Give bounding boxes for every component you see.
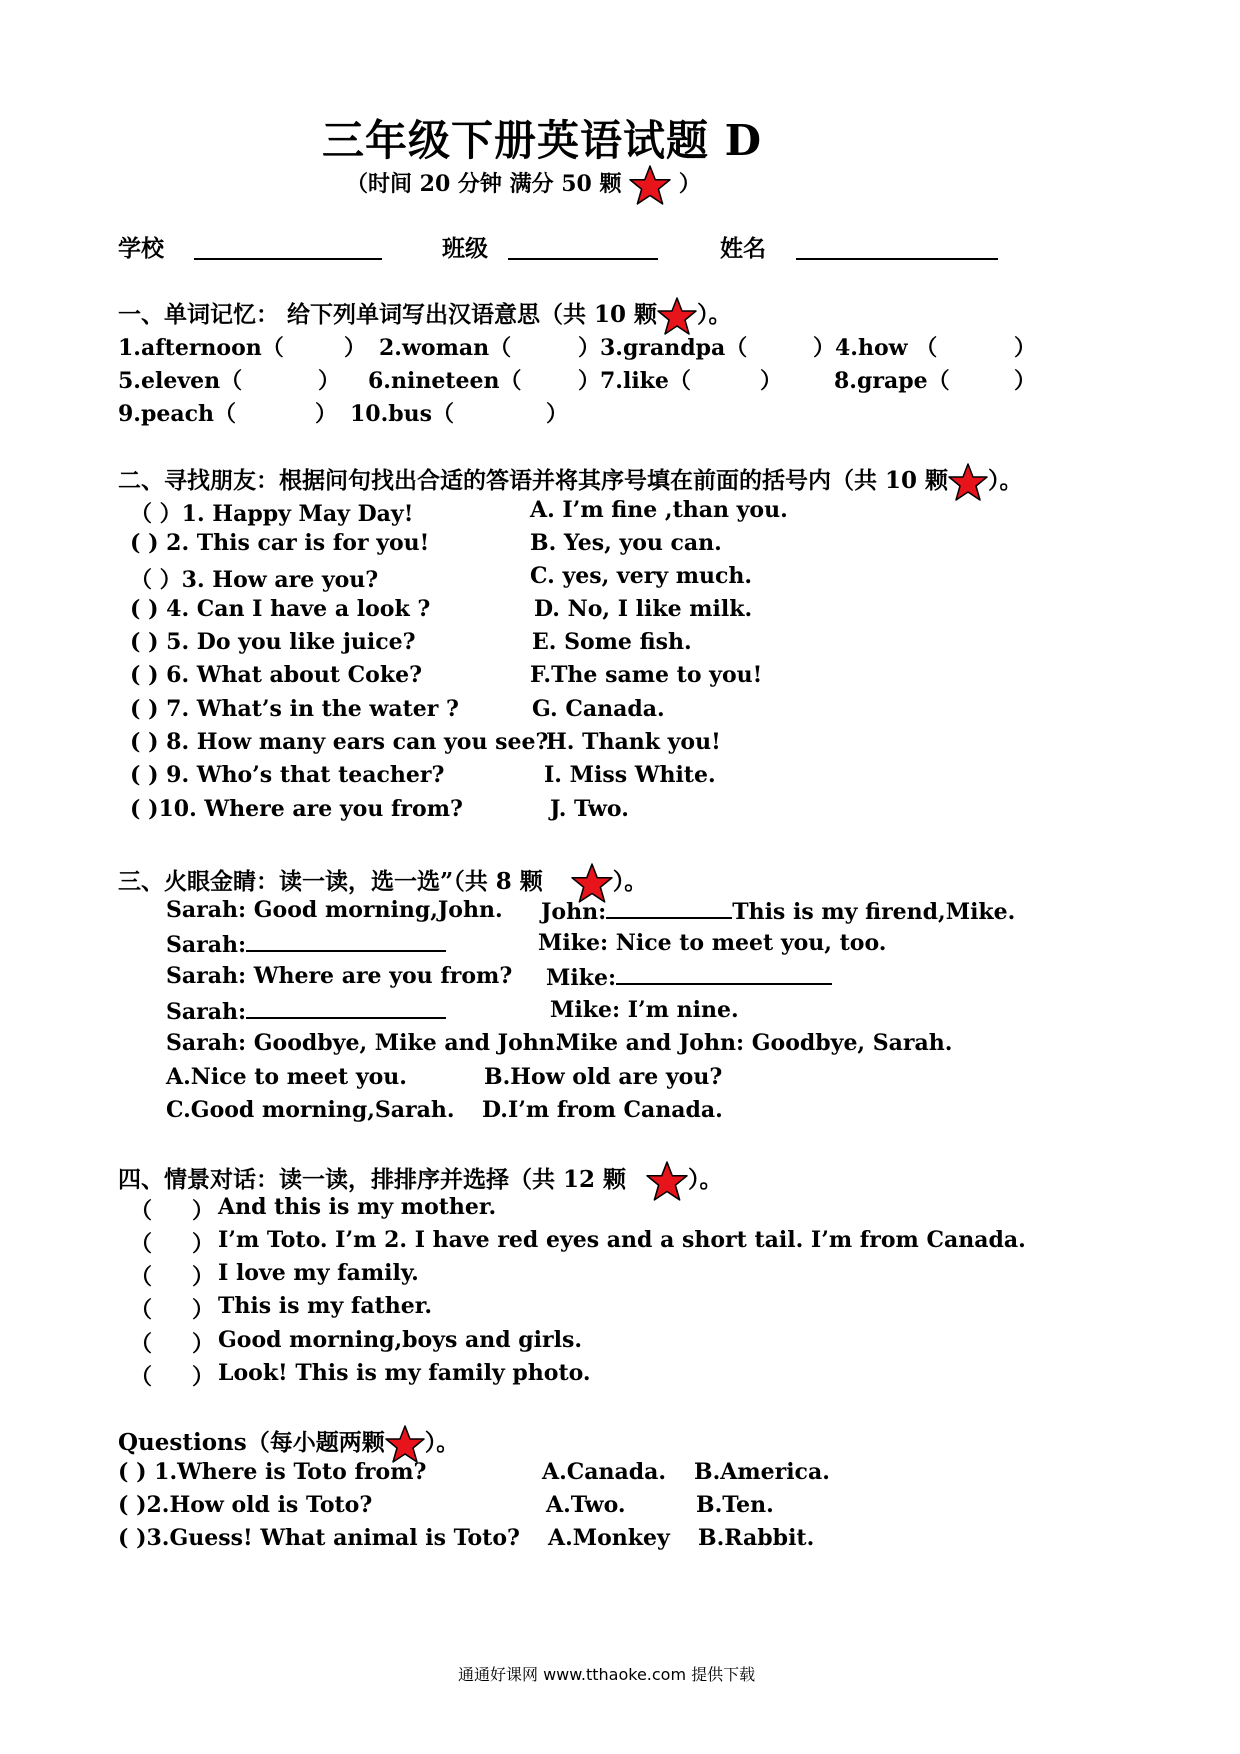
match-question: ( ) 5. Do you like juice? (130, 629, 416, 655)
section1-heading (118, 296, 732, 336)
dialog-line (166, 930, 446, 958)
match-answer: B. Yes, you can. (530, 530, 722, 556)
section2-heading-text: 二、寻找朋友：根据问句找出合适的答语并将其序号填在前面的括号内（共 10 颗 (118, 467, 949, 494)
match-answer: A. I’m fine ,than you. (530, 497, 788, 523)
questions-heading-text: Questions（每小题两颗 (118, 1429, 385, 1456)
s1-item-4: ）4.how （ (813, 335, 938, 361)
s1-item-9: 9.peach（ (118, 401, 236, 427)
section4-heading-end: ）。 (688, 1166, 723, 1193)
dialog-text: This is my firend,Mike. (732, 899, 1016, 925)
s1-bracket: ） (1014, 368, 1037, 394)
order-bracket-close: ） (192, 1231, 215, 1257)
match-answer: I. Miss White. (544, 762, 716, 788)
option-d: D.I’m from Canada. (482, 1097, 723, 1123)
page-title: 三年级下册英语试题 D (322, 116, 763, 165)
dialog-line: Mike: I’m nine. (550, 997, 739, 1023)
match-question: （ ）3. How are you? (130, 567, 379, 593)
order-line: Look! This is my family photo. (218, 1360, 591, 1386)
questions-heading (118, 1424, 459, 1464)
star-icon (646, 1160, 688, 1202)
question-text: ( )2.How old is Toto? (118, 1492, 373, 1518)
s1-bracket: ） (318, 368, 341, 394)
s1-item-10: 10.bus（ (350, 401, 455, 427)
order-bracket-close: ） (192, 1364, 215, 1390)
order-line: Good morning,boys and girls. (218, 1327, 583, 1353)
option-b: B.How old are you? (484, 1064, 723, 1090)
dialog-line: Sarah: Good morning,John. (166, 897, 503, 923)
s1-item-1: 1.afternoon（ (118, 335, 284, 361)
class-label: 班级 (442, 235, 488, 262)
section1-heading-end: ）。 (697, 301, 732, 328)
dialog-line (541, 897, 1015, 925)
answer-blank[interactable] (606, 897, 732, 919)
star-icon (948, 462, 988, 502)
match-answer: C. yes, very much. (530, 563, 753, 589)
order-bracket-open: （ (130, 1297, 153, 1323)
section2-heading-end: ）。 (988, 467, 1023, 494)
dialog-line (546, 963, 832, 991)
star-icon (657, 296, 697, 336)
class-field[interactable] (508, 258, 658, 260)
dialog-line (166, 997, 446, 1025)
name-field[interactable] (796, 258, 998, 260)
question-option-b: B.Ten. (696, 1492, 774, 1518)
question-option-b: B.Rabbit. (698, 1525, 815, 1551)
s1-item-5: 5.eleven（ (118, 368, 243, 394)
dialog-line: Mike and John: Goodbye, Sarah. (556, 1030, 953, 1056)
option-a: A.Nice to meet you. (166, 1064, 407, 1090)
s1-bracket: ） (315, 401, 338, 427)
section2-heading (118, 462, 1023, 502)
order-bracket-open: （ (130, 1231, 153, 1257)
answer-blank[interactable] (246, 930, 446, 952)
order-line: I’m Toto. I’m 2. I have red eyes and a short tail. I’m from Canada. (218, 1227, 1026, 1253)
subtitle-end: ） (678, 171, 701, 197)
order-line: I love my family. (218, 1260, 419, 1286)
dialog-line: Sarah: Where are you from? (166, 963, 513, 989)
match-answer: H. Thank you! (546, 729, 721, 755)
subtitle (346, 164, 701, 206)
match-question: ( ) 9. Who’s that teacher? (130, 762, 445, 788)
question-text: ( )3.Guess! What animal is Toto? (118, 1525, 520, 1551)
order-bracket-open: （ (130, 1264, 153, 1290)
question-option-b: B.America. (694, 1459, 830, 1485)
match-answer: D. No, I like milk. (534, 596, 753, 622)
dialog-speaker: Sarah: (166, 932, 247, 958)
order-bracket-open: （ (130, 1364, 153, 1390)
s1-bracket: ） (546, 401, 569, 427)
s1-bracket: ） (344, 335, 367, 361)
section4-heading-text: 四、情景对话：读一读，排排序并选择（共 12 颗 (118, 1166, 627, 1193)
dialog-line: Sarah: Goodbye, Mike and John. (166, 1030, 563, 1056)
name-label: 姓名 (720, 235, 766, 262)
option-c: C.Good morning,Sarah. (166, 1097, 455, 1123)
s1-bracket: ） (760, 368, 783, 394)
match-question: ( )10. Where are you from? (130, 796, 463, 822)
footer-text: 通通好课网 www.tthaoke.com 提供下载 (458, 1665, 756, 1684)
question-option-a: A.Two. (546, 1492, 626, 1518)
section3-heading-text: 三、火眼金睛：读一读，选一选”（共 8 颗 (118, 868, 543, 895)
order-bracket-open: （ (130, 1198, 153, 1224)
order-line: This is my father. (218, 1293, 432, 1319)
answer-blank[interactable] (246, 997, 446, 1019)
dialog-line: Mike: Nice to meet you, too. (538, 930, 887, 956)
questions-heading-end: ）。 (424, 1429, 460, 1456)
match-answer: E. Some fish. (532, 629, 692, 655)
match-question: ( ) 2. This car is for you! (130, 530, 430, 556)
s1-bracket: ） (1014, 335, 1037, 361)
s1-item-6: 6.nineteen（ (368, 368, 522, 394)
match-question: ( ) 4. Can I have a look ? (130, 596, 431, 622)
star-icon (385, 1424, 425, 1464)
match-question: （ ）1. Happy May Day! (130, 501, 414, 527)
subtitle-text: （时间 20 分钟 满分 50 颗 (346, 171, 622, 197)
answer-blank[interactable] (616, 963, 832, 985)
school-label: 学校 (118, 235, 164, 262)
match-question: ( ) 7. What’s in the water ? (130, 696, 459, 722)
question-option-a: A.Monkey (548, 1525, 670, 1551)
match-answer: G. Canada. (532, 696, 665, 722)
section1-heading-text: 一、单词记忆： 给下列单词写出汉语意思（共 10 颗 (118, 301, 658, 328)
s1-item-2: 2.woman（ (379, 335, 512, 361)
question-option-a: A.Canada. (542, 1459, 667, 1485)
order-bracket-close: ） (192, 1198, 215, 1224)
match-answer: J. Two. (550, 796, 629, 822)
school-field[interactable] (194, 258, 382, 260)
s1-item-8: 8.grape（ (834, 368, 950, 394)
dialog-speaker: Sarah: (166, 999, 247, 1025)
dialog-speaker: John: (541, 899, 607, 925)
order-bracket-open: （ (130, 1331, 153, 1357)
dialog-speaker: Mike: (546, 965, 617, 991)
order-bracket-close: ） (192, 1331, 215, 1357)
order-bracket-close: ） (192, 1264, 215, 1290)
section3-heading-end: ）。 (612, 868, 648, 895)
s1-item-7: ）7.like（ (578, 368, 691, 394)
order-bracket-close: ） (192, 1297, 215, 1323)
s1-item-3: ）3.grandpa（ (578, 335, 748, 361)
star-icon (629, 164, 671, 206)
match-question: ( ) 8. How many ears can you see? (130, 729, 549, 755)
question-text: ( ) 1.Where is Toto from? (118, 1459, 427, 1485)
match-answer: F.The same to you! (530, 662, 763, 688)
order-line: And this is my mother. (218, 1194, 497, 1220)
match-question: ( ) 6. What about Coke? (130, 662, 422, 688)
